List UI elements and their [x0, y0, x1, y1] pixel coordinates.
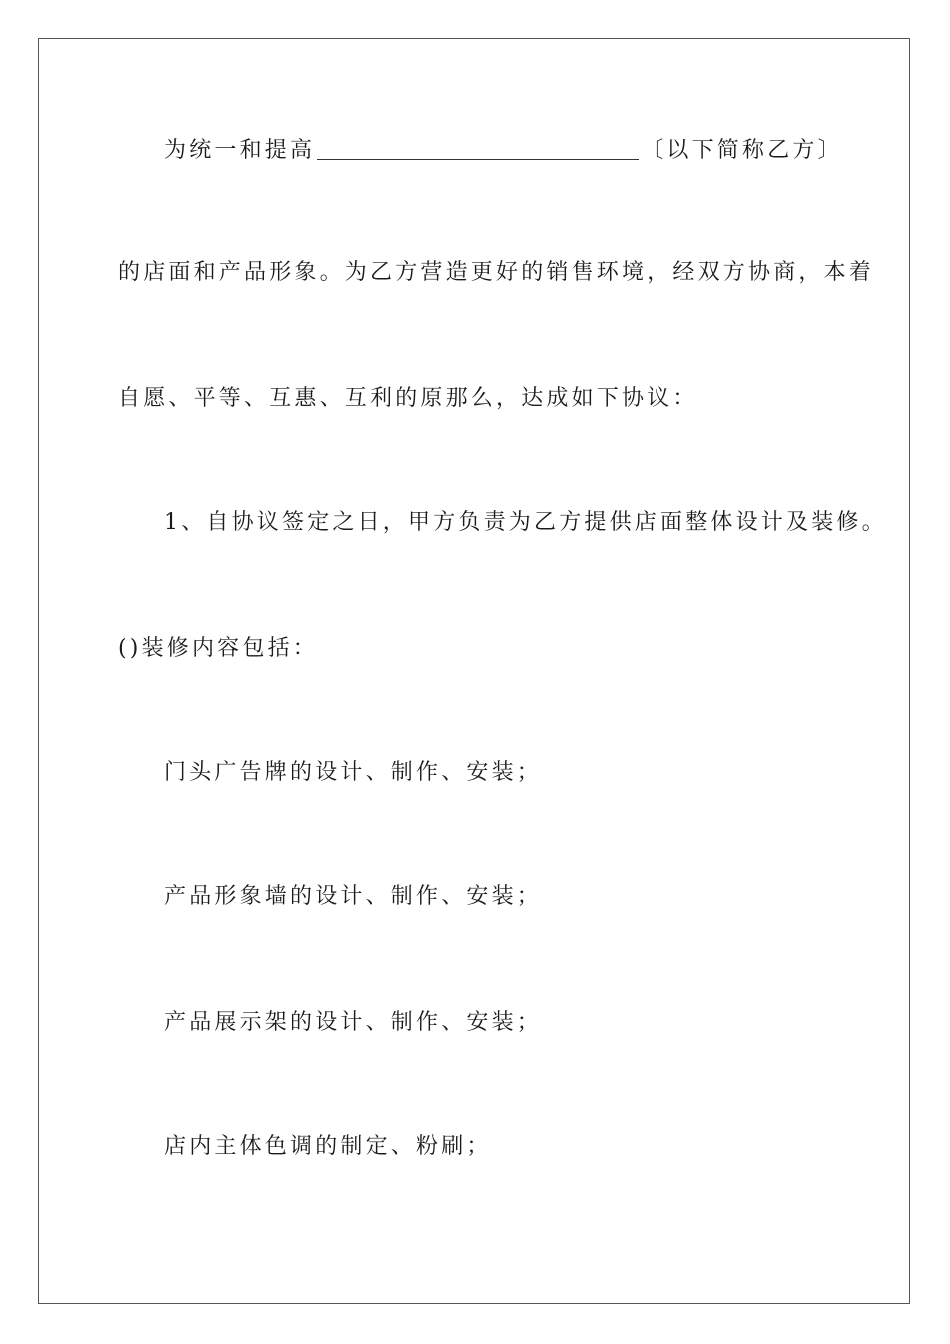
decoration-heading: ()装修内容包括： — [118, 636, 318, 661]
page-border — [38, 38, 910, 1304]
list-item: 门头广告牌的设计、制作、安装； — [164, 760, 543, 785]
paragraph-intro — [164, 136, 843, 166]
intro-text-before-blank: 为统一和提高 — [164, 138, 316, 163]
intro-text-after-blank: 〔以下简称乙方〕 — [641, 138, 843, 163]
list-item: 产品形象墙的设计、制作、安装； — [164, 884, 543, 909]
paragraph-purpose: 的店面和产品形象。为乙方营造更好的销售环境，经双方协商，本着 — [118, 260, 875, 285]
fill-in-blank[interactable] — [317, 137, 639, 160]
list-item: 产品展示架的设计、制作、安装； — [164, 1010, 543, 1035]
list-item: 店内主体色调的制定、粉刷； — [164, 1134, 492, 1159]
clause-1: 1、自协议签定之日，甲方负责为乙方提供店面整体设计及装修。 — [164, 510, 887, 535]
paragraph-principles: 自愿、平等、互惠、互利的原那么，达成如下协议： — [118, 386, 698, 411]
